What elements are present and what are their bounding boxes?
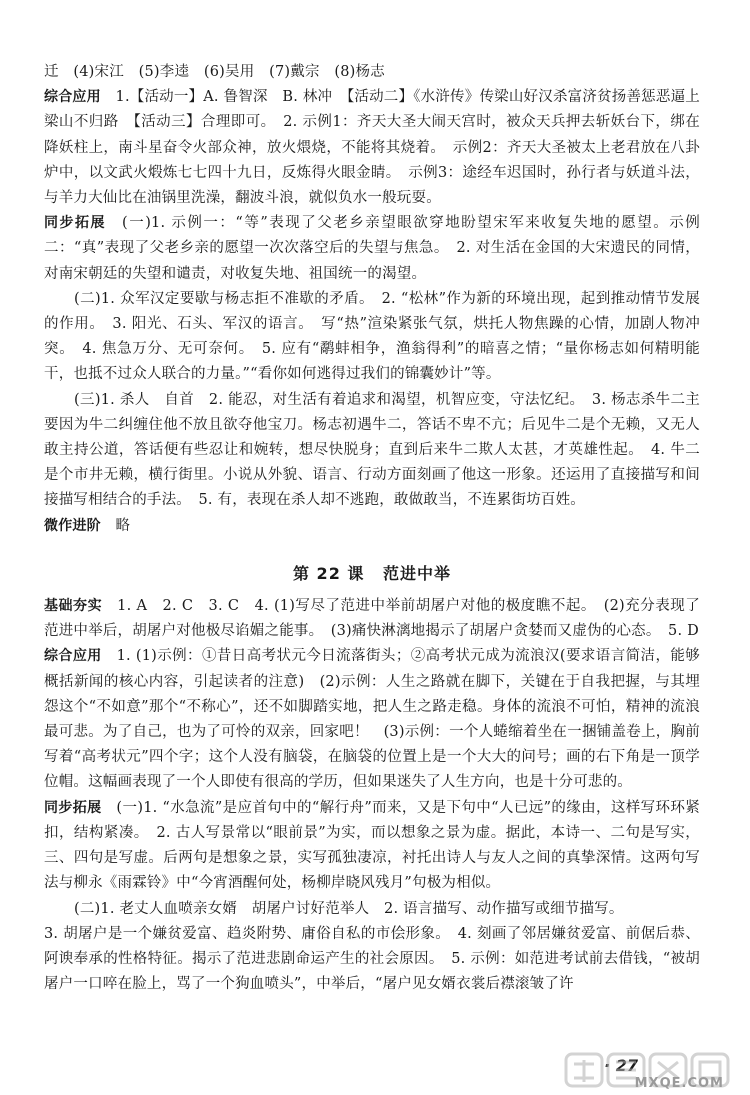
page-number-value: 27 bbox=[615, 1056, 638, 1075]
lesson21-tongbu-paragraph-3: (三)1. 杀人 自首 2. 能忍，对生活有着追求和渴望，机智应变，守法忆纪。 3. 杨志杀牛二主要因为牛二纠缠住他不放且欲夺他宝刀。杨志初遇牛二，答话不卑不亢；后见牛二是个无赖，又无人敢主持公道，答话便有些忍让和婉转，想尽快脱身；直到后来牛二欺人太甚，才英雄性起。 4. 牛二是个市井无赖，横行街里。小说从外貌、语言、行动方面刻画了他这一形象。还运用了直接描写和间接描写相结合的手法。 5. 有，表现在杀人却不逃跑，敢做敢当，不连累街坊百姓。 bbox=[44, 391, 700, 509]
lesson22-tongbu-paragraph-2a: (二)1. 老丈人血喷亲女婿 胡屠户讨好范举人 2. 语言描写、动作描写或细节描写。 bbox=[74, 900, 624, 917]
tongbu-text-22: (一)1. “水急流”是应首句中的“解行舟”而来，又是下句中“人已远”的缘由，这样写环环紧扣，结构紧凑。 2. 古人写景常以“眼前景”为实，而以想象之景为虚。据此，本诗一、二句是写实，三、四句是写虚。后两句是想象之景，实写孤独凄凉，衬托出诗人与友人之间的真挚深情。这两句写法与柳永《雨霖铃》中“今宵酒醒何处，杨柳岸晓风残月”句极为相似。 bbox=[44, 799, 701, 892]
weizuo-text: 略 bbox=[115, 517, 131, 534]
page-number: · 27 bbox=[604, 1056, 638, 1075]
lesson22-zonghe-paragraph bbox=[44, 644, 700, 795]
lesson21-zonghe-paragraph bbox=[44, 85, 700, 211]
zonghe-text: 1.【活动一】A. 鲁智深 B. 林冲 【活动二】《水浒传》传梁山好汉杀富济贫扬善惩恶逼上梁山不归路 【活动三】合理即可。 2. 示例1：齐天大圣大闹天宫时，被众天兵押去斩妖台下，绑在降妖柱上，南斗星奋令火部众神，放火煨烧，不能将其烧着。 示例2：齐天大圣被太上老君放在八卦炉中，以文武火煅炼七七四十九日，反炼得火眼金睛。 示例3：途经车迟国时，孙行者与妖道斗法，与羊力大仙比在油锅里洗澡，翻波斗浪，就似负水一般玩耍。 bbox=[44, 89, 700, 207]
tongbu-label-22: 同步拓展 bbox=[44, 799, 102, 816]
lesson21-tongbu-paragraph-1 bbox=[44, 211, 700, 287]
page-content bbox=[44, 60, 700, 997]
lesson22-jichu-paragraph bbox=[44, 594, 700, 644]
lesson22-tongbu-paragraph-2b: 3. 胡屠户是一个嫌贫爱富、趋炎附势、庸俗自私的市侩形象。 4. 刻画了邻居嫌贫爱富、前倨后恭、阿谀奉承的性格特征。揭示了范进悲剧命运产生的社会原因。 5. 示例：如范进考试前去借钱，“被胡屠户一口啐在脸上，骂了一个狗血喷头”，中举后，“屠户见女婿衣裳后襟滚皱了许 bbox=[44, 925, 700, 993]
zonghe-label: 综合应用 bbox=[44, 89, 101, 106]
lesson21-tail-first-line: 迁 (4)宋江 (5)李逵 (6)吴用 (7)戴宗 (8)杨志 bbox=[44, 64, 385, 80]
lesson22-tongbu-paragraph-1 bbox=[44, 796, 700, 897]
tongbu-label: 同步拓展 bbox=[44, 215, 107, 232]
jichu-label: 基础夯实 bbox=[44, 598, 103, 615]
zonghe-text-22: 1. (1)示例：①昔日高考状元今日流落街头；②高考状元成为流浪汉(要求语言简洁，能够概括新闻的核心内容，引起读者的注意) (2)示例：人生之路就在脚下，关键在于自我把握，与其埋怨这个“不如意”那个“不称心”，还不如脚踏实地，把人生之路走稳。身体的流浪不可怕，精神的流浪最可悲。为了自己，也为了可怜的双亲，回家吧！ (3)示例：一个人蜷缩着坐在一捆铺盖卷上，胸前写着“高考状元”四个字；这个人没有脑袋，在脑袋的位置上是一个大大的问号；画的右下角是一顶学位帽。这幅画表现了一个人即使有很高的学历，但如果迷失了人生方向，也是十分可悲的。 bbox=[44, 648, 700, 791]
lesson22-title: 范进中举 bbox=[382, 563, 451, 583]
zonghe-label-22: 综合应用 bbox=[44, 648, 102, 665]
jichu-text: 1. A 2. C 3. C 4. (1)写尽了范进中举前胡屠户对他的极度瞧不起。 (2)充分表现了范进中举后，胡屠户对他极尽谄媚之能事。 (3)痛快淋漓地揭示了胡屠户贪婪而又虚伪的心态。 5. D bbox=[44, 598, 700, 640]
lesson21-weizuo-paragraph bbox=[44, 514, 700, 539]
lesson22-number: 第 22 课 bbox=[292, 563, 365, 583]
lesson21-tongbu-paragraph-2: (二)1. 众军汉定要歇与杨志拒不准歇的矛盾。 2. “松林”作为新的环境出现，起到推动情节发展的作用。 3. 阳光、石头、军汉的语言。 写“热”渲染紧张气氛，烘托人物焦躁的心情，加剧人物冲突。 4. 焦急万分、无可奈何。 5. 应有“鹬蚌相争，渔翁得利”的暗喜之情；“量你杨志如何精明能干，也抵不过众人联合的力量。”“看你如何逃得过我们的锦囊妙计”等。 bbox=[44, 290, 701, 383]
weizuo-label: 微作进阶 bbox=[44, 517, 101, 534]
tongbu-text-1: (一)1. 示例一：“等”表现了父老乡亲望眼欲穿地盼望宋军来收复失地的愿望。示例二：“真”表现了父老乡亲的愿望一次次落空后的失望与焦急。 2. 对生活在金国的大宋遗民的同情，对南宋朝廷的失望和谴责，对收复失地、祖国统一的渴望。 bbox=[44, 215, 700, 282]
watermark-url: MXQE.COM bbox=[634, 1076, 724, 1091]
lesson22-heading bbox=[44, 561, 700, 586]
